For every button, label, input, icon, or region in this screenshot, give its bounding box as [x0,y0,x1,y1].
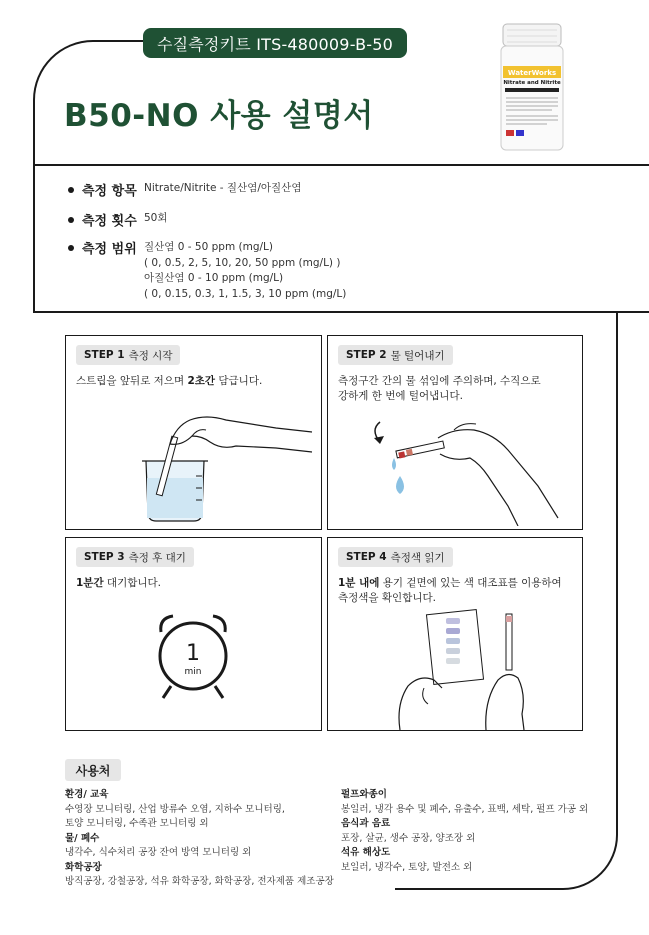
water-drop-icon [396,476,404,494]
range-line: ( 0, 0.15, 0.3, 1, 1.5, 3, 10 ppm (mg/L) [144,287,347,300]
frame-divider-1 [33,164,649,166]
usage-text: 봉일러, 냉각 용수 및 폐수, 유출수, 표백, 세탁, 펄프 가공 외 [341,803,589,815]
spec-label-count: 측정 횟수 [68,210,137,229]
step-1-tag: STEP 1 측정 시작 [76,345,180,365]
step-4-line-2: 측정색을 확인합니다. [338,592,436,604]
range-line: 아질산염 0 - 10 ppm (mg/L) [144,272,284,284]
step-2-line-2: 강하게 한 번에 털어냅니다. [338,390,463,402]
step-3-card [65,537,322,731]
step-1-text: 스트립을 앞뒤로 저으며 2초간 담급니다. [76,375,263,387]
usage-text: 방직공장, 강철공장, 석유 화학공장, 화학공장, 전자제품 제조공장 [65,876,334,887]
usage-text: 수영장 모니터링, 산업 방류수 오염, 지하수 모니터링, [65,803,285,815]
bullet-icon [68,245,74,251]
usage-tag: 사용처 [65,759,121,781]
usage-heading: 환경/ 교육 [65,789,109,800]
spec-label-item: 측정 항목 [68,180,137,199]
bottle-brand: WaterWorks [507,69,557,77]
usage-left-column [65,788,334,890]
spec-value-count: 50회 [144,212,168,224]
step-3-text: 1분간 대기합니다. [76,577,161,589]
dip-strip-illustration [126,406,316,526]
timer-unit: min [184,667,202,677]
spec-value-item: Nitrate/Nitrite - 질산염/아질산염 [144,182,302,194]
range-line: 질산염 0 - 50 ppm (mg/L) [144,241,273,253]
frame-right [616,313,618,833]
usage-text: 포장, 살균, 생수 공장, 양조장 외 [341,832,476,844]
color-chart-illustration [390,604,580,730]
page-title: B50-NO 사용 설명서 [64,98,374,134]
water-drop-icon [392,458,396,470]
frame-bottom [395,888,555,890]
frame-divider-2 [33,311,649,313]
product-bottle-image [497,22,567,152]
step-2-card [327,335,583,530]
usage-text: 토양 모니터링, 수족관 모니터링 외 [65,818,209,829]
bottle-product-name: Nitrate and Nitrite [503,80,561,86]
spec-label-range: 측정 범위 [68,238,137,257]
usage-heading: 석유 해상도 [341,847,391,858]
usage-text: 냉각수, 식수처리 공장 잔여 방역 모니터링 외 [65,847,252,858]
frame-left-top [33,100,35,312]
shake-strip-illustration [358,416,578,526]
usage-right-column [341,788,588,875]
spec-value-range [144,240,346,302]
step-4-text: 1분 내에 용기 겉면에 있는 색 대조표를 이용하여 측정색을 확인합니다. [338,577,562,604]
bullet-icon [68,217,74,223]
step-4-card [327,537,583,731]
range-line: ( 0, 0.5, 2, 5, 10, 20, 50 ppm (mg/L) ) [144,256,341,269]
product-banner: 수질측정키트 ITS-480009-B-50 [143,28,407,58]
step-2-line-1: 측정구간 간의 물 섞임에 주의하며, 수직으로 [338,375,541,387]
step-3-tag: STEP 3 측정 후 대기 [76,547,194,567]
usage-heading: 음식과 음료 [341,818,391,829]
alarm-clock-icon [151,610,235,702]
usage-text: 보일러, 냉각수, 토양, 발전소 외 [341,861,473,873]
step-2-text [338,374,541,404]
step-1-card [65,335,322,530]
timer-value: 1 [186,641,200,666]
usage-heading: 물/ 폐수 [65,832,100,844]
step-4-tag: STEP 4 측정색 읽기 [338,547,453,567]
usage-heading: 펄프와종이 [341,789,387,800]
bullet-icon [68,187,74,193]
step-2-tag: STEP 2 물 털어내기 [338,345,453,365]
usage-heading: 화학공장 [65,861,102,873]
